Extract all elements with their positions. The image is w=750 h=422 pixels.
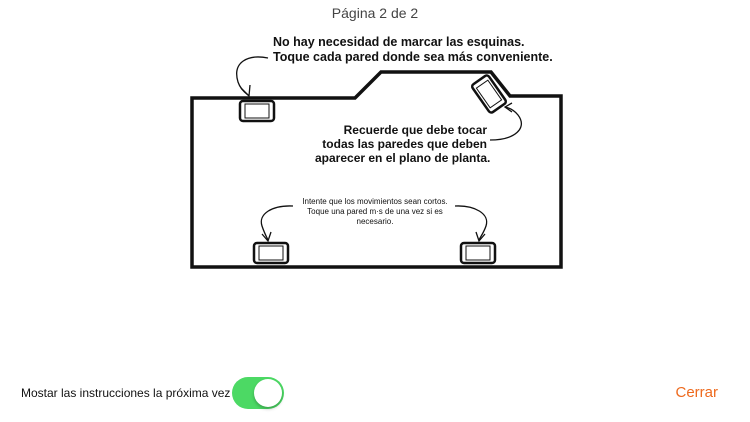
instruction-line: Intente que los movimientos sean cortos. xyxy=(302,197,448,206)
instruction-line: necesario. xyxy=(356,217,394,226)
phone-icon xyxy=(471,74,507,113)
phone-icon xyxy=(254,243,288,263)
toggle-knob xyxy=(254,379,282,407)
instruction-note-corners xyxy=(273,35,573,65)
instruction-note-movements xyxy=(290,197,460,227)
footer-bar xyxy=(0,370,750,416)
instruction-line: No hay necesidad de marcar las esquinas. xyxy=(273,35,525,49)
show-instructions-label: Mostar las instrucciones la próxima vez xyxy=(21,386,231,400)
show-instructions-toggle[interactable] xyxy=(232,377,284,409)
instruction-line: Toque cada pared donde sea más conveniente. xyxy=(273,50,553,64)
instruction-note-walls xyxy=(315,123,491,165)
instruction-line: aparecer en el plano de planta. xyxy=(315,151,491,165)
phone-icon xyxy=(461,243,495,263)
instruction-line: Recuerde que debe tocar xyxy=(343,123,487,137)
instruction-line: Toque una pared m·s de una vez si es xyxy=(307,207,443,216)
page-indicator: Página 2 de 2 xyxy=(331,5,419,21)
instruction-line: todas las paredes que deben xyxy=(322,137,487,151)
curved-arrow-icon xyxy=(261,206,293,241)
phone-icon xyxy=(240,101,274,121)
curved-arrow-icon xyxy=(237,57,268,96)
close-button[interactable]: Cerrar xyxy=(675,384,718,401)
